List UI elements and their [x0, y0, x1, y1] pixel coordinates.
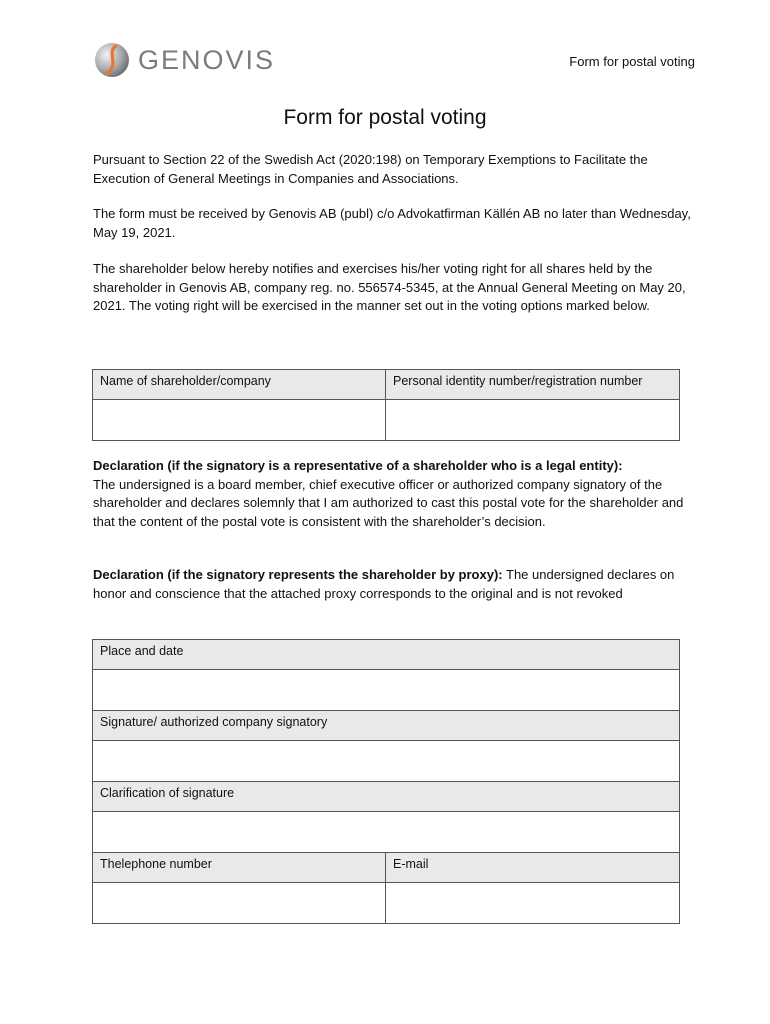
- legal-entity-declaration-heading: Declaration (if the signatory is a representative of a shareholder who is a legal entity):: [93, 458, 623, 473]
- proxy-declaration-heading: Declaration (if the signatory represents the shareholder by proxy):: [93, 567, 503, 582]
- legal-entity-declaration-text: The undersigned is a board member, chief executive officer or authorized company signatory of the shareholder and declares solemnly that I am authorized to cast this postal vote for the shareholder and that the content of the postal vote is consistent with the shareholder’s decision.: [93, 476, 684, 529]
- signature-label: Signature/ authorized company signatory: [93, 711, 680, 741]
- genovis-logo: [94, 42, 275, 78]
- logo-text: GENOVIS: [138, 44, 276, 75]
- clarification-label: Clarification of signature: [93, 782, 680, 812]
- signature-table: [92, 639, 680, 924]
- place-date-label: Place and date: [93, 640, 680, 670]
- intro-paragraph: Pursuant to Section 22 of the Swedish Act (2020:198) on Temporary Exemptions to Facilitate the Execution of General Meetings in Companies and Associations.: [93, 152, 648, 186]
- shareholder-table: [92, 369, 680, 441]
- genovis-logo-icon: [94, 42, 130, 78]
- shareholder-name-label: Name of shareholder/company: [93, 370, 386, 400]
- telephone-label: Thelephone number: [93, 853, 386, 883]
- identity-number-field[interactable]: [386, 400, 680, 441]
- telephone-field[interactable]: [93, 883, 386, 924]
- proxy-declaration-text: The undersigned declares on honor and conscience that the attached proxy corresponds to the original and is not revoked: [93, 567, 675, 601]
- email-label: E-mail: [386, 853, 680, 883]
- legal-entity-declaration: [93, 457, 693, 531]
- deadline-paragraph: The form must be received by Genovis AB (publ) c/o Advokatfirman Källén AB no later than Wednesday, May 19, 2021.: [93, 206, 691, 240]
- notification-paragraph: The shareholder below hereby notifies and exercises his/her voting right for all shares held by the shareholder in Genovis AB, company reg. no. 556574-5345, at the Annual General Meeting on May 20, 2021. The voting right will be exercised in the manner set out in the voting options marked below.: [93, 261, 686, 313]
- signature-field[interactable]: [93, 741, 680, 782]
- place-date-field[interactable]: [93, 670, 680, 711]
- email-field[interactable]: [386, 883, 680, 924]
- header-form-label: Form for postal voting: [569, 54, 695, 69]
- proxy-declaration: [93, 566, 693, 603]
- identity-number-label: Personal identity number/registration number: [386, 370, 680, 400]
- clarification-field[interactable]: [93, 812, 680, 853]
- shareholder-name-field[interactable]: [93, 400, 386, 441]
- page-title: Form for postal voting: [283, 106, 487, 129]
